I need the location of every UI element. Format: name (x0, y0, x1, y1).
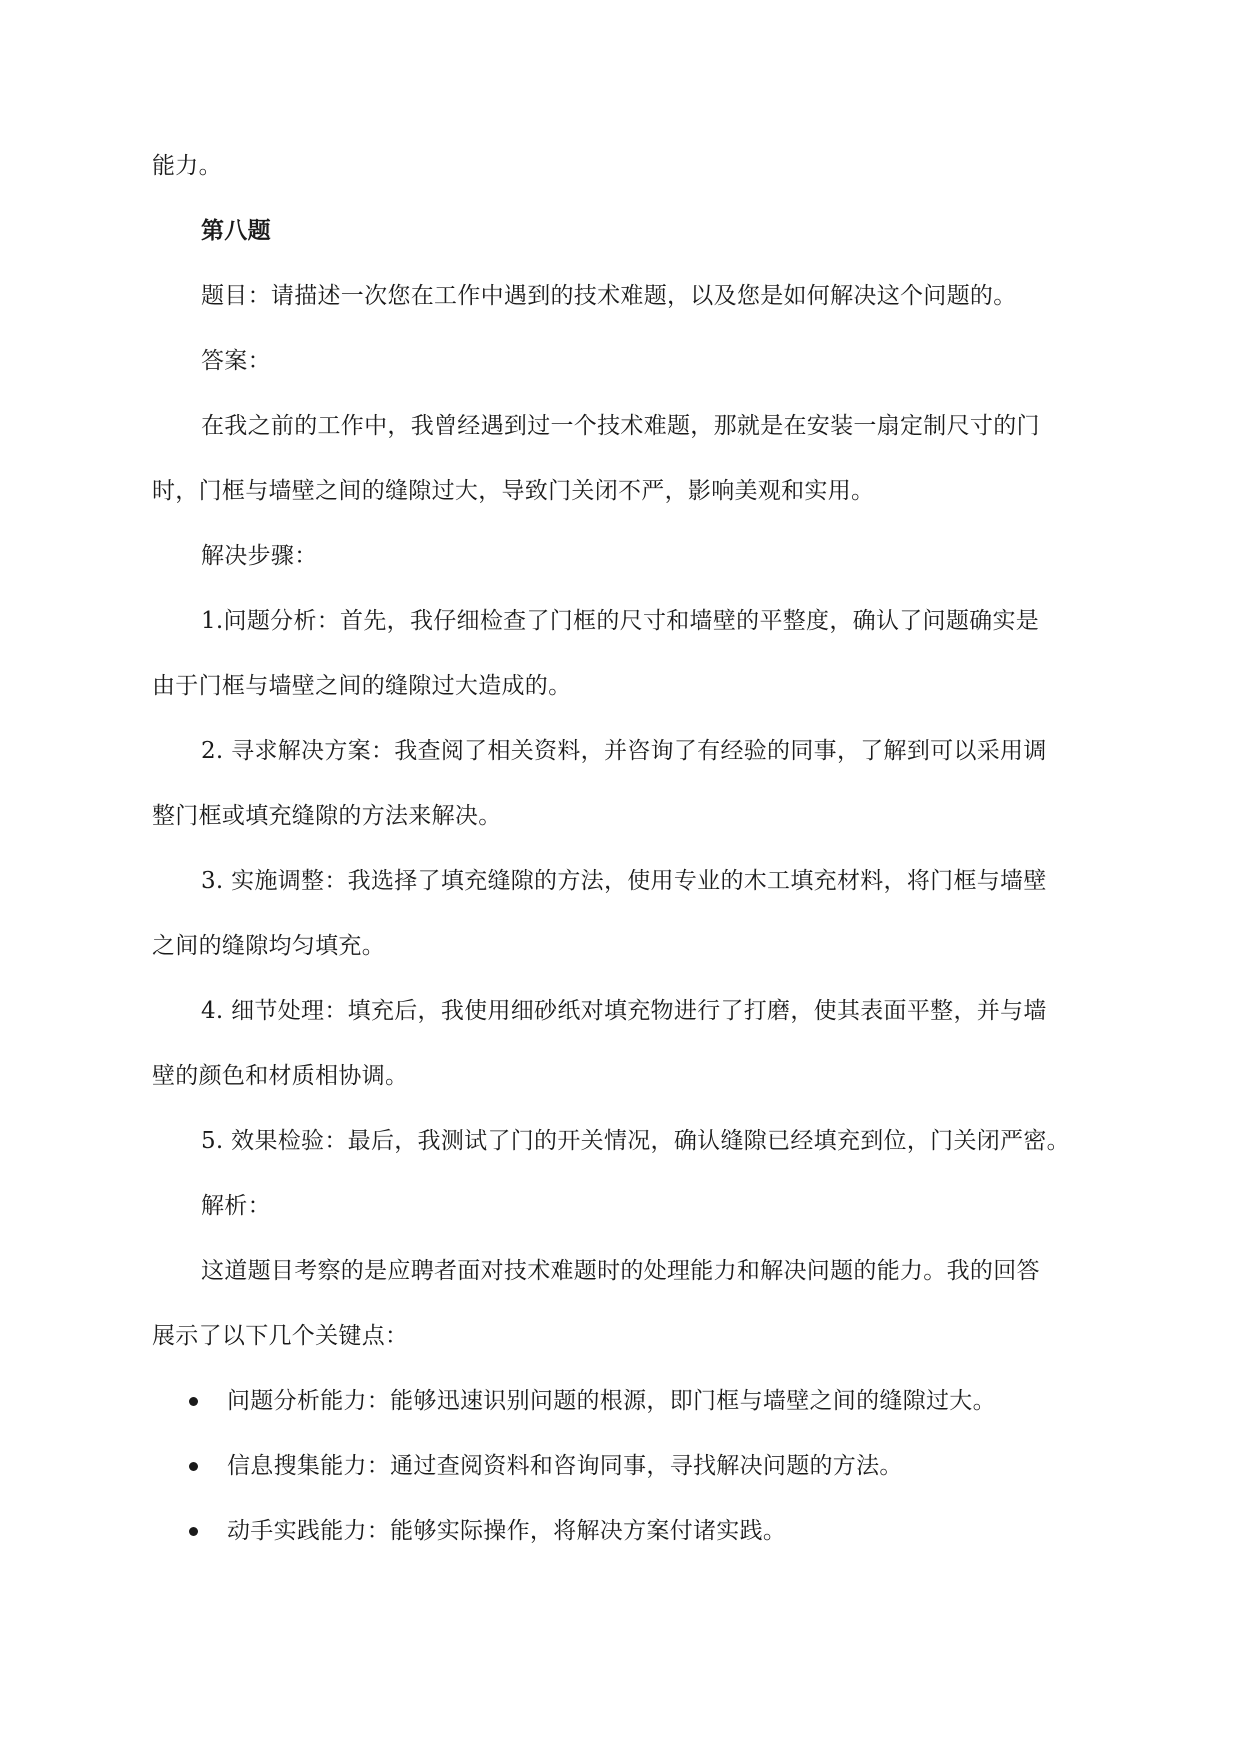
bullet-dot (189, 1462, 198, 1471)
bullet-item: 信息搜集能力：通过查阅资料和咨询同事，寻找解决问题的方法。 (227, 1453, 903, 1479)
step-2-line: 2. 寻求解决方案：我查阅了相关资料，并咨询了有经验的同事，了解到可以采用调 (201, 738, 1047, 764)
bullet-dot (189, 1527, 198, 1536)
bullet-item: 问题分析能力：能够迅速识别问题的根源，即门框与墙壁之间的缝隙过大。 (227, 1388, 996, 1414)
step-4-line: 壁的颜色和材质相协调。 (152, 1063, 409, 1089)
answer-label: 答案： (201, 348, 271, 374)
question-text: 题目：请描述一次您在工作中遇到的技术难题，以及您是如何解决这个问题的。 (201, 283, 1017, 309)
step-1-line: 1.问题分析：首先，我仔细检查了门框的尺寸和墙壁的平整度，确认了问题确实是 (201, 608, 1040, 634)
bullet-item: 动手实践能力：能够实际操作，将解决方案付诸实践。 (227, 1518, 787, 1544)
section-heading: 第八题 (201, 217, 271, 244)
step-2-line: 整门框或填充缝隙的方法来解决。 (152, 803, 502, 829)
paragraph-line: 时，门框与墙壁之间的缝隙过大，导致门关闭不严，影响美观和实用。 (152, 478, 875, 504)
steps-label: 解决步骤： (201, 543, 318, 569)
analysis-label: 解析： (201, 1193, 271, 1219)
step-4-line: 4. 细节处理：填充后，我使用细砂纸对填充物进行了打磨，使其表面平整，并与墙 (201, 998, 1047, 1024)
paragraph-line: 能力。 (152, 153, 222, 179)
step-3-line: 之间的缝隙均匀填充。 (152, 933, 385, 959)
bullet-dot (189, 1397, 198, 1406)
step-3-line: 3. 实施调整：我选择了填充缝隙的方法，使用专业的木工填充材料，将门框与墙壁 (201, 868, 1047, 894)
paragraph-line: 展示了以下几个关键点： (152, 1323, 409, 1349)
paragraph-line: 这道题目考察的是应聘者面对技术难题时的处理能力和解决问题的能力。我的回答 (201, 1258, 1040, 1284)
step-5-line: 5. 效果检验：最后，我测试了门的开关情况，确认缝隙已经填充到位，门关闭严密。 (201, 1128, 1070, 1154)
step-1-line: 由于门框与墙壁之间的缝隙过大造成的。 (152, 673, 572, 699)
paragraph-line: 在我之前的工作中，我曾经遇到过一个技术难题，那就是在安装一扇定制尺寸的门 (201, 413, 1040, 439)
